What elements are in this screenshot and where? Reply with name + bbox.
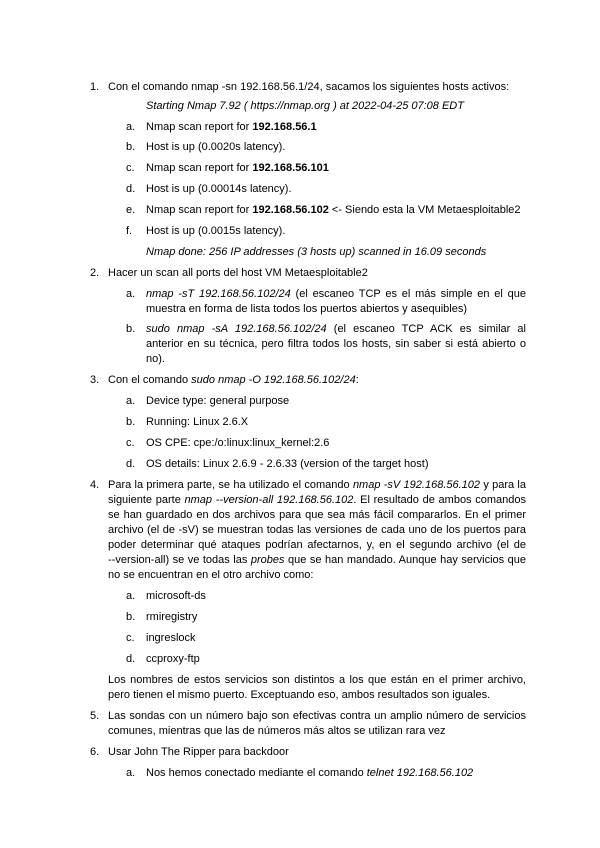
sub-letter: a.	[126, 288, 136, 300]
sub-item: OS CPE: cpe:/o:linux:linux_kernel:2.6	[146, 437, 330, 449]
sub-letter: a.	[126, 767, 136, 779]
sub-item: Nmap scan report for 192.168.56.1	[146, 121, 317, 133]
item-number: 3.	[90, 374, 100, 386]
sub-letter: b.	[126, 611, 136, 623]
sub-item: Running: Linux 2.6.X	[146, 416, 249, 428]
item-text: Con el comando nmap -sn 192.168.56.1/24, sacamos los siguientes hosts activos:	[108, 81, 510, 93]
item-number: 4.	[90, 479, 100, 491]
sub-item: Host is up (0.00014s latency).	[146, 183, 292, 195]
paragraph-line: poder determinar qué ataques podrían afectarnos, y, en el segundo archivo (el de	[108, 539, 526, 551]
sub-item: ccproxy-ftp	[146, 653, 200, 665]
sub-letter: a.	[126, 395, 136, 407]
sub-item: Host is up (0.0015s latency).	[146, 225, 286, 237]
paragraph-line: Los nombres de estos servicios son distintos a los que están en el primer archivo,	[108, 674, 526, 686]
item-text: Hacer un scan all ports del host VM Metaesploitable2	[108, 267, 368, 279]
paragraph-line: no se encuentran en el otro archivo como:	[108, 569, 314, 581]
sub-letter: a.	[126, 590, 136, 602]
sub-item: Nmap scan report for 192.168.56.102 <- Siendo esta la VM Metaesploitable2	[146, 204, 521, 216]
sub-letter: f.	[126, 225, 133, 237]
sub-letter: c.	[126, 437, 135, 449]
paragraph-line: Las sondas con un número bajo son efectivas contra un amplio número de servicios	[108, 710, 526, 722]
paragraph-line: siguiente parte nmap --version-all 192.168.56.102. El resultado de ambos comandos	[108, 494, 527, 506]
sub-item: Nmap scan report for 192.168.56.101	[146, 162, 329, 174]
sub-letter: b.	[126, 141, 136, 153]
sub-letter: d.	[126, 183, 136, 195]
paragraph-line: archivo (el de -sV) se muestran todas las versiones de cada uno de los puertos para	[108, 524, 526, 536]
item-number: 5.	[90, 710, 100, 722]
sub-item-continuation: no).	[146, 353, 165, 365]
sub-letter: e.	[126, 204, 136, 216]
sub-letter: d.	[126, 653, 136, 665]
sub-letter: a.	[126, 121, 136, 133]
paragraph-line: --version-all) se ve todas las probes que se han mandado. Aunque hay servicios que	[108, 554, 526, 566]
sub-item: sudo nmap -sA 192.168.56.102/24 (el escaneo TCP ACK es similar al	[146, 323, 526, 335]
paragraph-line: Para la primera parte, se ha utilizado el comando nmap -sV 192.168.56.102 y para la	[108, 479, 526, 491]
sub-letter: d.	[126, 458, 136, 470]
sub-letter: b.	[126, 323, 136, 335]
sub-item: ingreslock	[146, 632, 196, 644]
sub-item: OS details: Linux 2.6.9 - 2.6.33 (version of the target host)	[146, 458, 429, 470]
sub-letter: c.	[126, 162, 135, 174]
sub-item: nmap -sT 192.168.56.102/24 (el escaneo TCP es el más simple en el que	[146, 288, 527, 300]
sub-item: Nos hemos conectado mediante el comando telnet 192.168.56.102	[146, 767, 474, 779]
paragraph-line: pero tienen el mismo puerto. Exceptuando eso, ambos resultados son iguales.	[108, 689, 491, 701]
item-text: Con el comando sudo nmap -O 192.168.56.102/24:	[108, 374, 359, 386]
sub-item-continuation: muestra en forma de lista todos los puertos abiertos y asequibles)	[146, 303, 467, 315]
sub-item: Host is up (0.0020s latency).	[146, 141, 286, 153]
item-text: Usar John The Ripper para backdoor	[108, 746, 289, 758]
sub-item: microsoft-ds	[146, 590, 206, 602]
sub-letter: b.	[126, 416, 136, 428]
sub-item: rmiregistry	[146, 611, 198, 623]
sub-item: Device type: general purpose	[146, 395, 290, 407]
sub-letter: c.	[126, 632, 135, 644]
sub-item-continuation: anterior en su técnica, pero filtra todos los hosts, sin saber si está abierto o	[146, 338, 526, 350]
item-number: 2.	[90, 267, 100, 279]
nmap-done-line: Nmap done: 256 IP addresses (3 hosts up) scanned in 16.09 seconds	[146, 246, 487, 258]
nmap-start-line: Starting Nmap 7.92 ( https://nmap.org ) at 2022-04-25 07:08 EDT	[146, 100, 464, 112]
paragraph-line: se han guardado en dos archivos para que sea más fácil compararlos. En el primer	[108, 509, 526, 521]
item-number: 6.	[90, 746, 100, 758]
paragraph-line: comunes, mientras que las de números más altos se utilizan rara vez	[108, 725, 446, 737]
item-number: 1.	[90, 81, 100, 93]
